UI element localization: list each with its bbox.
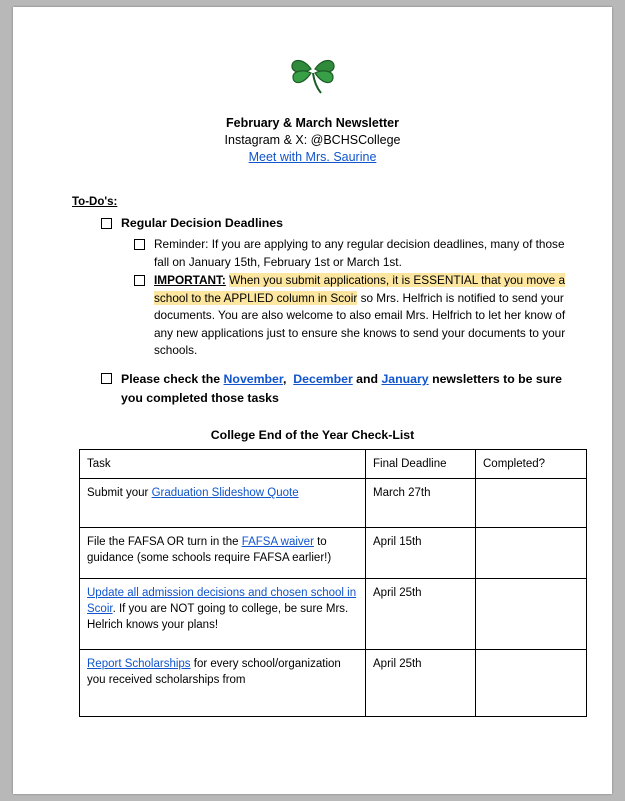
- table-row: [80, 579, 587, 650]
- task-suffix: for every school/organization you received scholarships from: [87, 658, 341, 686]
- fafsa-waiver-link[interactable]: FAFSA waiver: [241, 536, 314, 548]
- newsletters-prefix: Please check the: [121, 372, 221, 386]
- logo-container: [13, 45, 612, 104]
- newsletters-suffix: newsletters to be sure you completed those tasks: [121, 372, 562, 405]
- task-suffix: to guidance (some schools require FAFSA earlier!): [87, 536, 332, 564]
- newsletter-header: [13, 115, 612, 166]
- table-row: [80, 528, 587, 579]
- report-scholarships-link[interactable]: Report Scholarships: [87, 658, 191, 670]
- task-prefix: File the FAFSA OR turn in the: [87, 536, 239, 548]
- newsletter-title: February & March Newsletter: [226, 116, 399, 130]
- completed-cell[interactable]: [476, 650, 587, 717]
- column-header-deadline: Final Deadline: [366, 450, 476, 479]
- deadline-cell: April 15th: [366, 528, 476, 579]
- task-cell: [80, 650, 366, 717]
- december-newsletter-link[interactable]: December: [293, 372, 353, 386]
- and-separator: and: [356, 372, 379, 386]
- checklist-table-title: College End of the Year Check-List: [210, 428, 415, 442]
- table-row: [80, 650, 587, 717]
- column-header-task: Task: [80, 450, 366, 479]
- task-cell: [80, 528, 366, 579]
- table-header-row: [80, 450, 587, 479]
- todos-heading: To-Do's:: [72, 196, 118, 208]
- important-tag: IMPORTANT:: [154, 273, 226, 287]
- checklist-item-label: [154, 272, 574, 360]
- checklist-item-label: Regular Decision Deadlines: [121, 216, 283, 230]
- document-body: [13, 7, 612, 794]
- table-row: [80, 479, 587, 528]
- checkbox-icon[interactable]: [101, 373, 112, 384]
- task-prefix: Submit your: [87, 487, 149, 499]
- four-leaf-clover-icon: [286, 45, 340, 99]
- important-rest-text: so Mrs. Helfrich is notified to send your documents. You are also welcome to also email Mrs. Helfrich to let her know of any new applications just to ensure she knows to send your documents to your schools.: [154, 290, 566, 357]
- completed-cell[interactable]: [476, 479, 587, 528]
- graduation-slideshow-quote-link[interactable]: Graduation Slideshow Quote: [151, 487, 299, 499]
- checkbox-icon[interactable]: [134, 275, 145, 286]
- checklist-item-label: Reminder: If you are applying to any regular decision deadlines, many of those fall on January 15th, February 1st or March 1st.: [154, 237, 565, 269]
- update-admission-decisions-link[interactable]: Update all admission decisions and chosen school in Scoir: [87, 587, 357, 615]
- document-page: [13, 7, 612, 794]
- task-suffix: . If you are NOT going to college, be sure Mrs. Helrich knows your plans!: [87, 603, 349, 631]
- social-handle: Instagram & X: @BCHSCollege: [224, 133, 401, 147]
- deadline-cell: April 25th: [366, 650, 476, 717]
- task-cell: [80, 479, 366, 528]
- deadline-cell: March 27th: [366, 479, 476, 528]
- checklist-item-important[interactable]: [134, 272, 574, 360]
- checklist-item-regular-decision[interactable]: [101, 215, 571, 233]
- completed-cell[interactable]: [476, 528, 587, 579]
- checkbox-icon[interactable]: [134, 239, 145, 250]
- comma-separator: ,: [283, 372, 287, 386]
- checklist-item-label: [121, 370, 579, 408]
- checklist-table: [79, 449, 587, 717]
- november-newsletter-link[interactable]: November: [223, 372, 284, 386]
- deadline-cell: April 25th: [366, 579, 476, 650]
- task-cell: [80, 579, 366, 650]
- completed-cell[interactable]: [476, 579, 587, 650]
- checkbox-icon[interactable]: [101, 218, 112, 229]
- highlighted-text: When you submit applications, it is ESSENTIAL that you move a school to the APPLIED column in Scoir: [154, 273, 566, 305]
- meet-link[interactable]: Meet with Mrs. Saurine: [248, 150, 377, 164]
- column-header-completed: Completed?: [476, 450, 587, 479]
- january-newsletter-link[interactable]: January: [381, 372, 429, 386]
- checklist-item-past-newsletters[interactable]: [101, 370, 579, 408]
- checklist-item-reminder[interactable]: [134, 236, 574, 271]
